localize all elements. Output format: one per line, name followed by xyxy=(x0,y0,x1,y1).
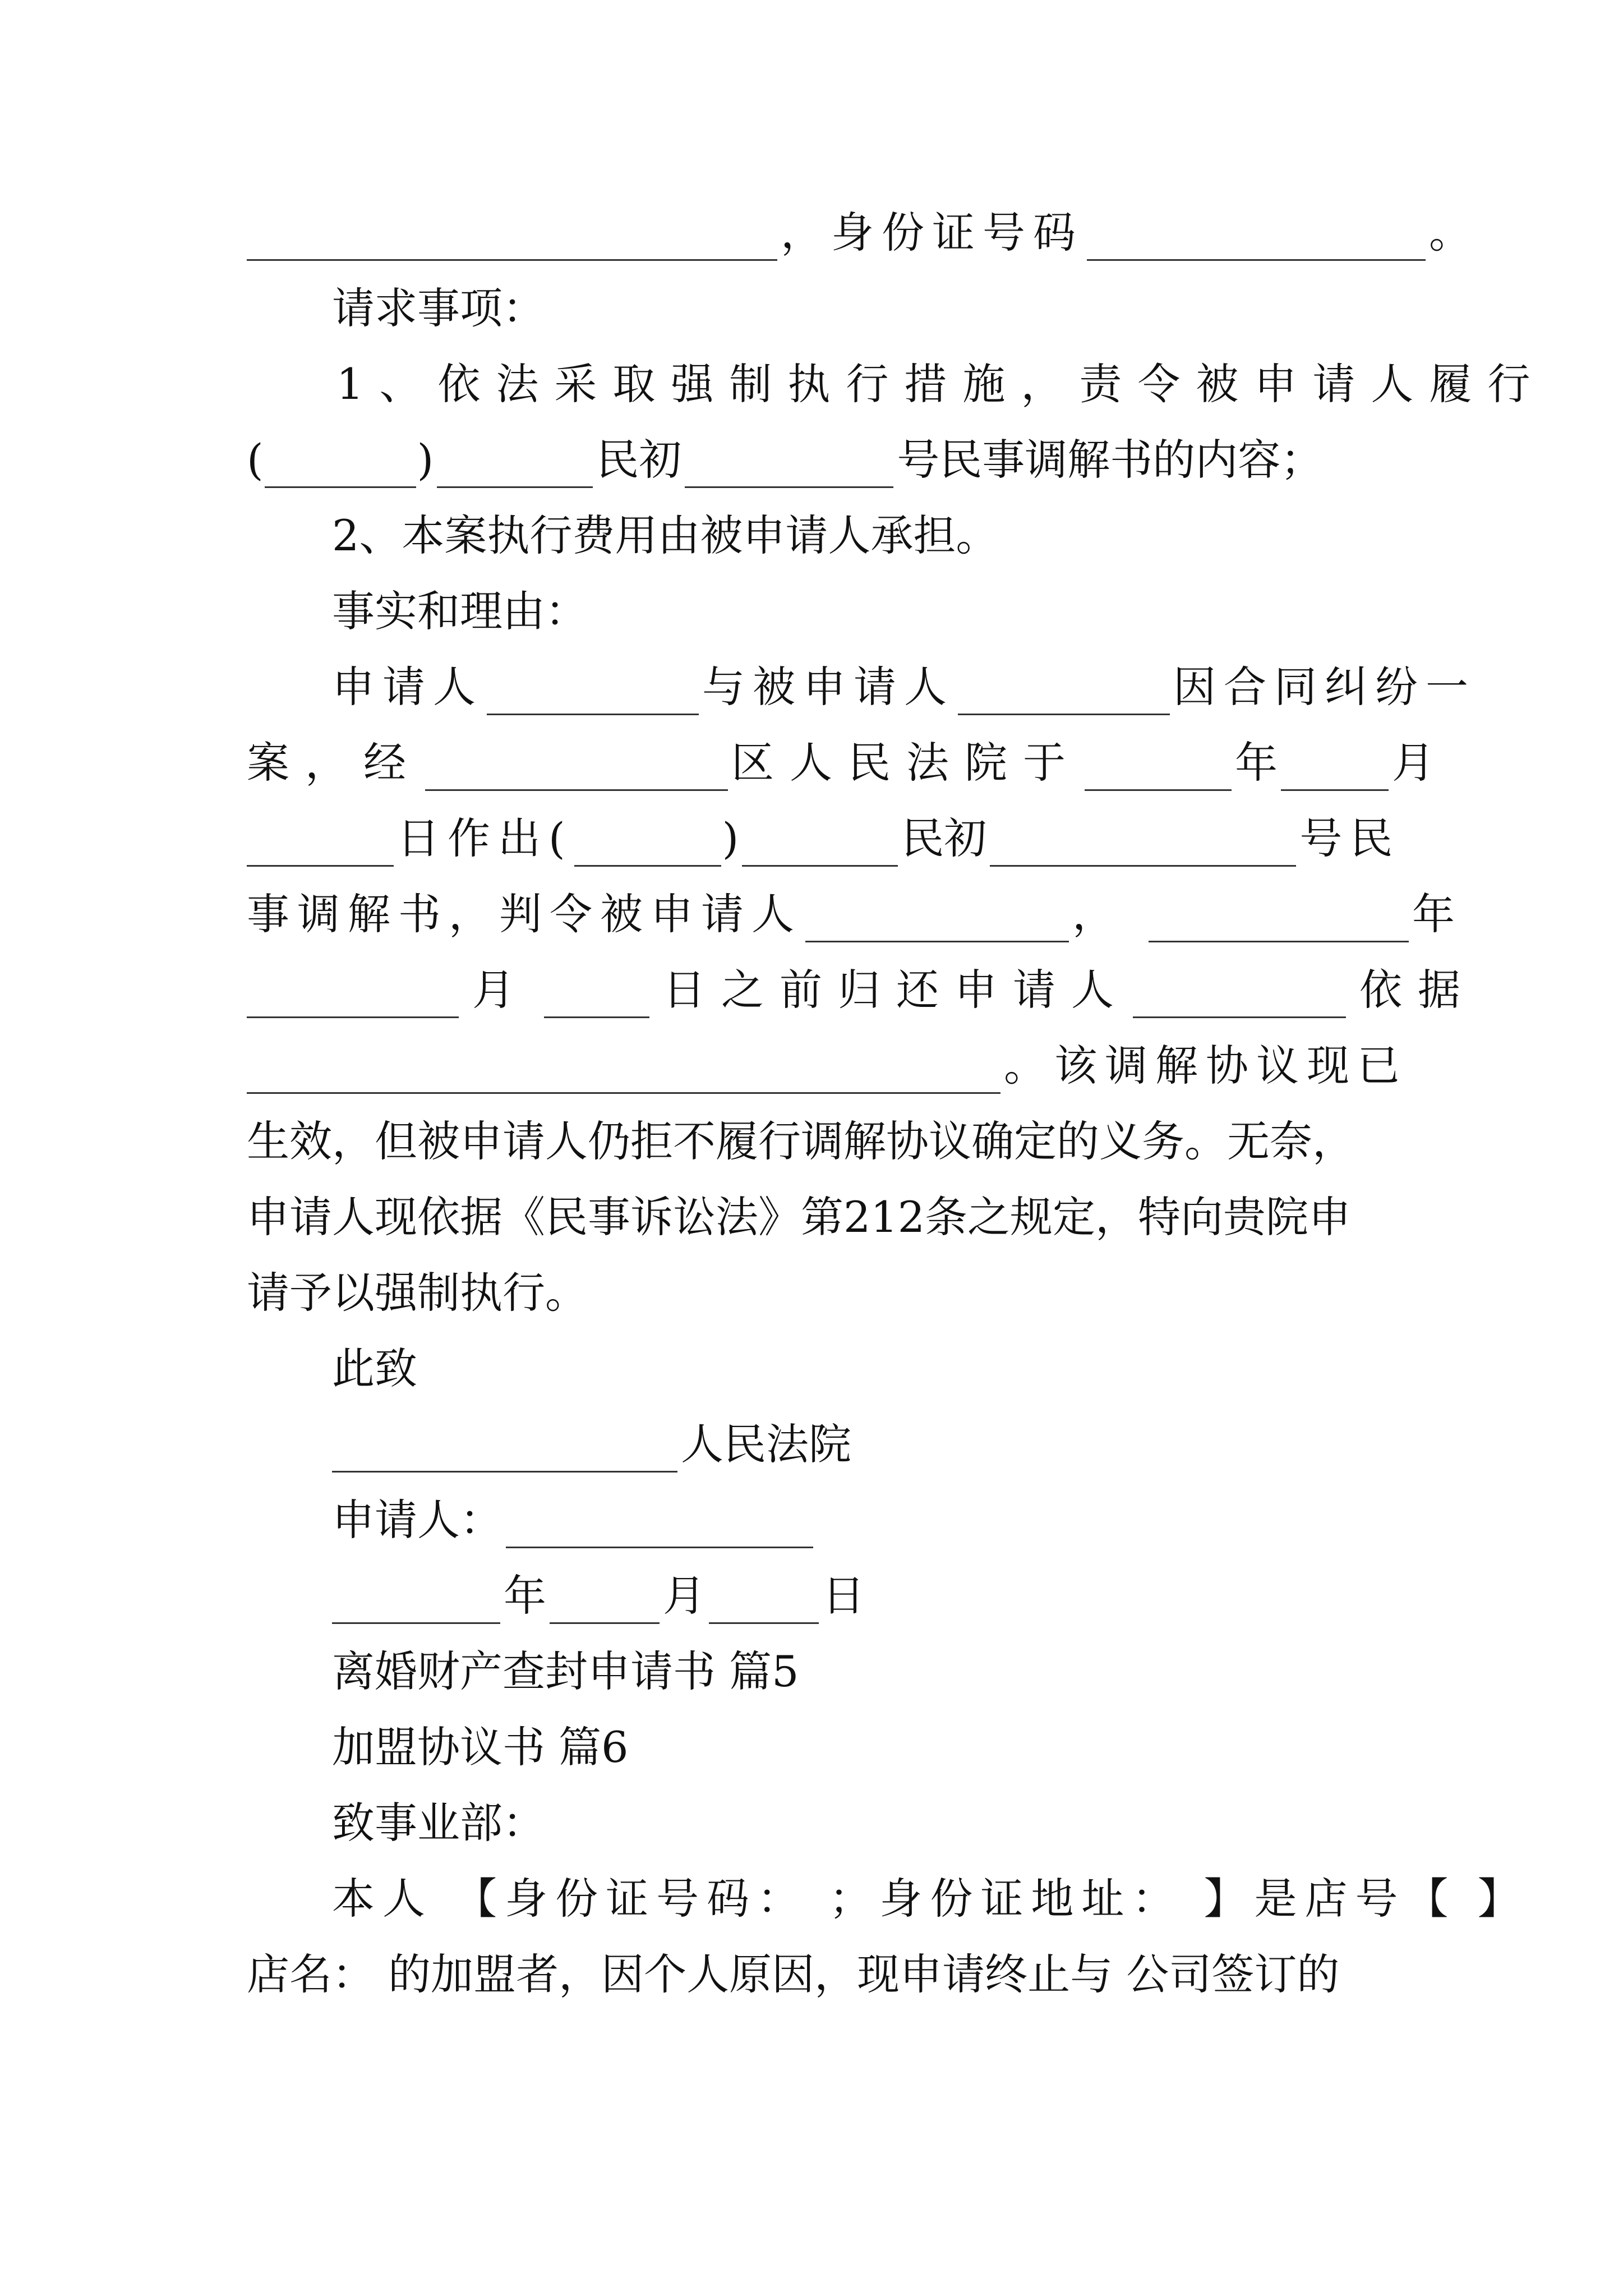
agreement-effective-text: 。该调解协议现已 xyxy=(1004,1041,1408,1091)
case-type-text-2: 民初 xyxy=(901,813,987,863)
applicant-blank xyxy=(487,678,699,715)
ordered-party-blank xyxy=(805,905,1069,942)
signature-label: 申请人： xyxy=(332,1495,502,1545)
id-number-blank xyxy=(1087,223,1426,261)
basis-blank xyxy=(247,1056,1000,1094)
sign-year-text: 年 xyxy=(504,1571,546,1621)
sign-month-text: 月 xyxy=(663,1571,706,1621)
refusal-text: 生效，但被申请人仍拒不履行调解协议确定的义务。无奈， xyxy=(247,1116,1355,1166)
paren-open: ( xyxy=(247,435,264,485)
facts-line-5 xyxy=(247,951,1476,1018)
dispute-text: 因合同纠纷一 xyxy=(1173,662,1476,712)
request-item-1-text: 1、依法采取强制执行措施，责令被申请人履行 xyxy=(336,359,1546,409)
facts-line-6 xyxy=(247,1027,1408,1094)
ruling-number-blank xyxy=(990,829,1296,867)
mediation-content-text: 号民事调解书的内容； xyxy=(897,435,1324,485)
facts-heading xyxy=(332,572,588,639)
facts-line-3 xyxy=(247,799,1400,867)
sign-day-blank xyxy=(709,1586,819,1624)
judgment-day-blank xyxy=(247,829,394,867)
return-amount-blank xyxy=(1133,981,1346,1018)
section-heading-5 xyxy=(332,1632,799,1700)
signature-line xyxy=(332,1481,817,1548)
store-name-text: 店名： 的加盟者，因个人原因，现申请终止与 公司签订的 xyxy=(247,1949,1340,1999)
signature-blank xyxy=(506,1511,813,1548)
salutation-text: 此致 xyxy=(332,1343,417,1393)
month-text-2: 月 xyxy=(472,965,531,1015)
facts-line-1 xyxy=(332,648,1476,715)
facts-line-7 xyxy=(247,1102,1355,1170)
respondent-blank xyxy=(958,678,1170,715)
paren-close: ) xyxy=(417,435,434,485)
case-type-text: 民初 xyxy=(596,435,682,485)
request-item-1 xyxy=(336,345,1546,412)
request-item-2-text: 2、本案执行费用由被申请人承担。 xyxy=(332,510,999,560)
legal-basis-text: 申请人现依据《民事诉讼法》第212条之规定，特向贵院申 xyxy=(247,1192,1352,1242)
facts-line-8 xyxy=(247,1178,1351,1245)
facts-line-9 xyxy=(247,1254,588,1321)
case-number-blank xyxy=(685,450,893,488)
via-court-text: 案，经 xyxy=(247,738,422,788)
addressee-line xyxy=(332,1784,545,1851)
facts-line-4 xyxy=(247,875,1455,942)
month-text: 月 xyxy=(1392,738,1435,788)
judgment-month-blank xyxy=(1281,753,1389,791)
court-address-line xyxy=(332,1405,851,1473)
paren-close-2: ) xyxy=(722,813,739,863)
request-heading-text: 请求事项： xyxy=(332,283,545,333)
facts-line-2 xyxy=(247,724,1435,791)
ruling-year-blank xyxy=(574,829,721,867)
enforcement-request-text: 请予以强制执行。 xyxy=(247,1268,588,1318)
year-text: 年 xyxy=(1235,738,1278,788)
comma-text: ， xyxy=(1072,889,1115,939)
line-end-period: 。 xyxy=(1429,208,1472,257)
termination-line-2 xyxy=(247,1935,1339,2003)
request-item-1-cont xyxy=(247,421,1323,488)
judgment-year-blank xyxy=(1085,753,1232,791)
district-court-text: 区人民法院于 xyxy=(731,738,1081,788)
ruling-court-code-blank xyxy=(742,829,898,867)
section-heading-6-text: 加盟协议书 篇6 xyxy=(332,1722,629,1772)
section-heading-5-text: 离婚财产查封申请书 篇5 xyxy=(332,1646,799,1696)
basis-text: 依据 xyxy=(1359,965,1476,1015)
date-line xyxy=(332,1557,865,1624)
court-name-blank xyxy=(332,1435,677,1473)
year-blank xyxy=(265,450,416,488)
applicant-label: 申请人 xyxy=(332,662,483,712)
sign-day-text: 日 xyxy=(822,1571,865,1621)
sign-month-blank xyxy=(550,1586,660,1624)
district-blank xyxy=(425,753,728,791)
deadline-month-blank xyxy=(247,981,459,1018)
addressee-text: 致事业部： xyxy=(332,1798,545,1848)
court-text: 人民法院 xyxy=(681,1419,851,1469)
name-blank xyxy=(247,223,777,261)
deadline-day-blank xyxy=(544,981,649,1018)
request-heading xyxy=(332,269,545,337)
court-code-blank xyxy=(437,450,593,488)
deadline-year-blank xyxy=(1149,905,1409,942)
number-min-text: 号民 xyxy=(1299,813,1401,863)
termination-line-1 xyxy=(332,1860,1528,1927)
identity-text: 本人 【身份证号码： ；身份证地址： 】是店号【 】 xyxy=(332,1874,1528,1924)
id-number-label: ，身份证号码 xyxy=(781,208,1083,257)
issued-text: 日作出( xyxy=(397,813,573,863)
respondent-label: 与被申请人 xyxy=(702,662,955,712)
salutation-line xyxy=(332,1329,417,1397)
id-number-line xyxy=(247,194,1472,261)
sign-year-blank xyxy=(332,1586,500,1624)
year-text-2: 年 xyxy=(1412,889,1455,939)
ordered-text: 事调解书，判令被申请人 xyxy=(247,889,802,939)
return-text: 日之前归还申请人 xyxy=(663,965,1129,1015)
facts-heading-text: 事实和理由： xyxy=(332,586,588,636)
section-heading-6 xyxy=(332,1708,629,1775)
request-item-2 xyxy=(332,496,998,564)
